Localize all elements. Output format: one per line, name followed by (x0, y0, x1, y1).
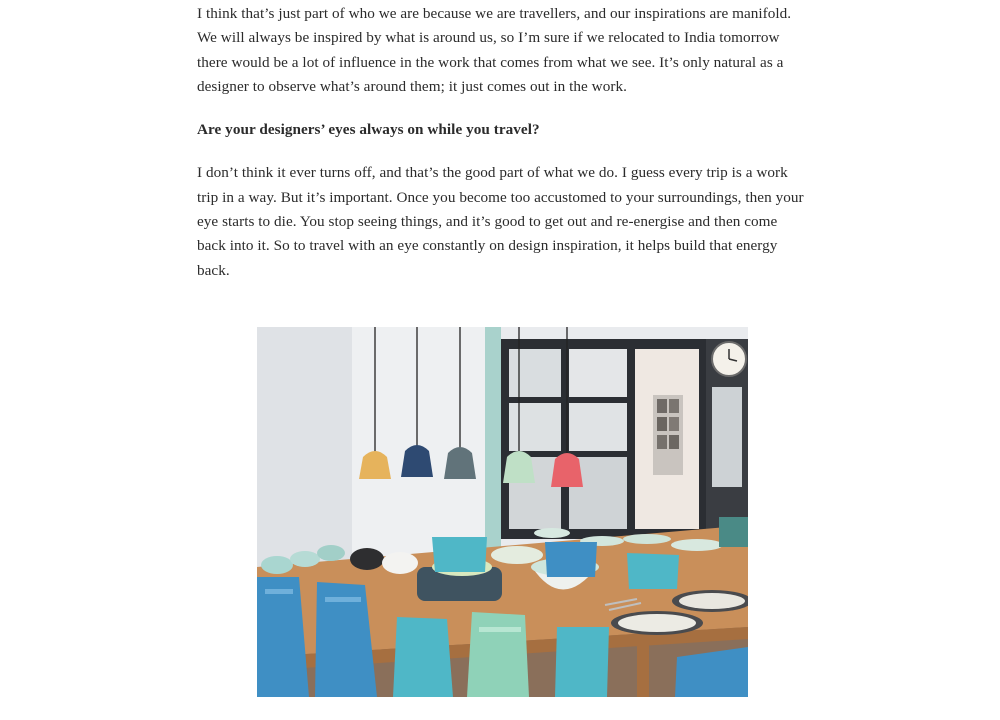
dining-room-photo (257, 327, 748, 697)
photo-illustration (257, 327, 748, 697)
answer-paragraph: I think that’s just part of who we are because we are travellers, and our inspirations are manifold. We will always be inspired by what is around us, so I’m sure if we relocated to India tomorrow there would be a lot of influence in the work that comes from what we see. It’s only natural as a designer to observe what’s around them; it just comes out in the work. (197, 5, 792, 95)
article-body (197, 2, 809, 283)
answer-paragraph: I don’t think it ever turns off, and that’s the good part of what we do. I guess every trip is a work trip in a way. But it’s important. Once you become too accustomed to your surroundings, then your eye starts to die. You stop seeing things, and it’s good to get out and re-energise and then come back into it. So to travel with an eye constantly on design inspiration, it helps build that energy back. (197, 164, 804, 279)
glass-partition (501, 339, 748, 539)
question-heading: Are your designers’ eyes always on while you travel? (197, 121, 540, 139)
